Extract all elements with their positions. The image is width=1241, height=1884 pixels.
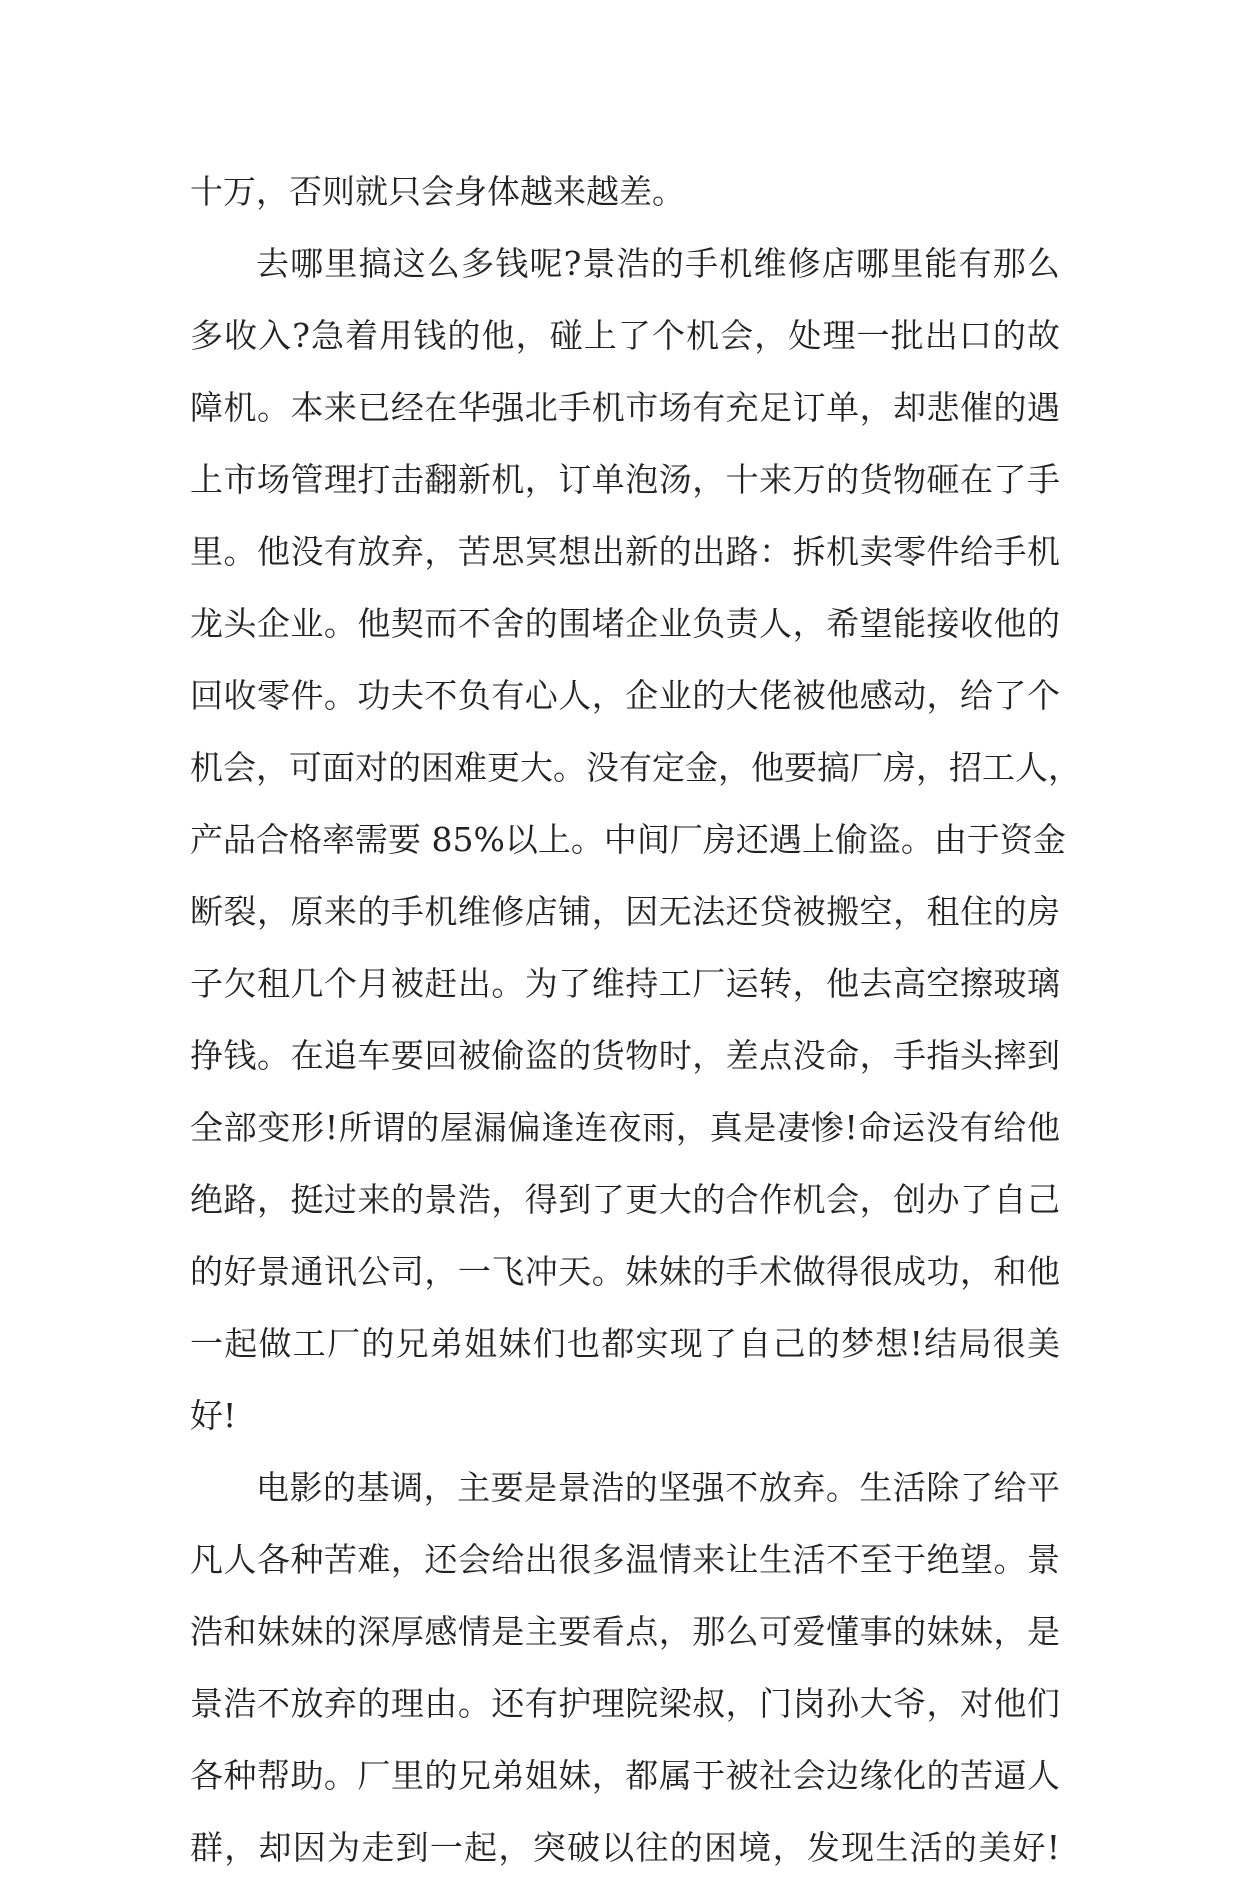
- text-line: 子欠租几个月被赶出。为了维持工厂运转，他去高空擦玻璃: [190, 964, 1060, 1003]
- text-line: 回收零件。功夫不负有心人，企业的大佬被他感动，给了个: [190, 676, 1060, 715]
- text-line: 去哪里搞这么多钱呢?景浩的手机维修店哪里能有那么: [256, 244, 1060, 283]
- paragraph-3: [190, 1452, 1060, 1884]
- text-line: 浩和妹妹的深厚感情是主要看点，那么可爱懂事的妹妹，是: [190, 1612, 1060, 1651]
- text-line: 的好景通讯公司，一飞冲天。妹妹的手术做得很成功，和他: [190, 1252, 1060, 1291]
- text-line: 机会，可面对的困难更大。没有定金，他要搞厂房，招工人，: [190, 748, 1081, 787]
- text-line: 电影的基调，主要是景浩的坚强不放弃。生活除了给平: [256, 1468, 1060, 1507]
- text-line: 凡人各种苦难，还会给出很多温情来让生活不至于绝望。景: [190, 1540, 1060, 1579]
- text-line: 龙头企业。他契而不舍的围堵企业负责人，希望能接收他的: [190, 604, 1060, 643]
- paragraph-2: [190, 228, 1081, 1452]
- text-line: 一起做工厂的兄弟姐妹们也都实现了自己的梦想!结局很美: [190, 1324, 1060, 1363]
- text-line: 全部变形!所谓的屋漏偏逢连夜雨，真是凄惨!命运没有给他: [190, 1108, 1060, 1147]
- text-line: 断裂，原来的手机维修店铺，因无法还贷被搬空，租住的房: [190, 892, 1060, 931]
- text-line: 里。他没有放弃，苦思冥想出新的出路：拆机卖零件给手机: [190, 532, 1060, 571]
- body-text: [190, 156, 1081, 1884]
- paragraph-1: [190, 156, 1060, 228]
- text-line: 群，却因为走到一起，突破以往的困境，发现生活的美好!: [190, 1828, 1060, 1867]
- text-line: 十万，否则就只会身体越来越差。: [190, 172, 685, 211]
- text-line: 多收入?急着用钱的他，碰上了个机会，处理一批出口的故: [190, 316, 1060, 355]
- text-line: 好!: [190, 1396, 237, 1435]
- text-line: 绝路，挺过来的景浩，得到了更大的合作机会，创办了自己: [190, 1180, 1060, 1219]
- text-line: 各种帮助。厂里的兄弟姐妹，都属于被社会边缘化的苦逼人: [190, 1756, 1060, 1795]
- text-line: 景浩不放弃的理由。还有护理院梁叔，门岗孙大爷，对他们: [190, 1684, 1060, 1723]
- text-line: 障机。本来已经在华强北手机市场有充足订单，却悲催的遇: [190, 388, 1060, 427]
- text-line: 挣钱。在追车要回被偷盗的货物时，差点没命，手指头摔到: [190, 1036, 1060, 1075]
- text-line: 上市场管理打击翻新机，订单泡汤，十来万的货物砸在了手: [190, 460, 1060, 499]
- text-line: 产品合格率需要 85%以上。中间厂房还遇上偷盗。由于资金: [190, 820, 1066, 859]
